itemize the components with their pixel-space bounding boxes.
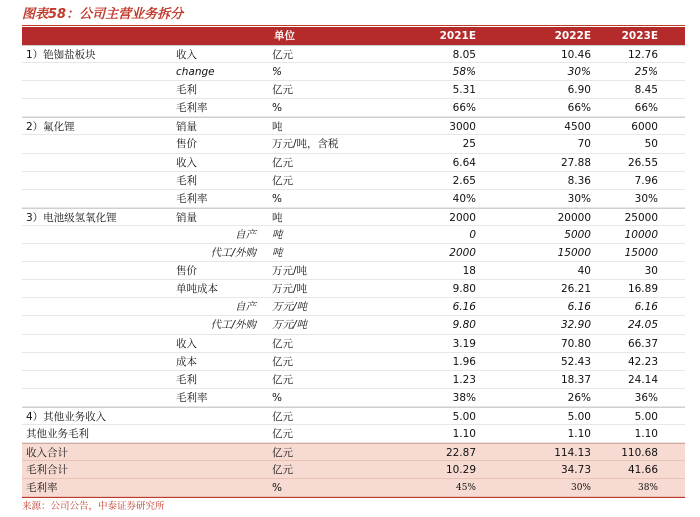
unit-cell: 亿元 xyxy=(272,447,293,460)
table-row xyxy=(22,172,685,190)
unit-cell: 亿元 xyxy=(272,156,293,169)
table-header xyxy=(22,27,685,45)
unit-cell: % xyxy=(272,391,282,404)
value-2023e-cell: 24.14 xyxy=(627,373,658,386)
table-row xyxy=(22,280,685,298)
value-2023e-cell: 30 xyxy=(644,265,658,278)
table-row xyxy=(22,63,685,81)
unit-cell: 亿元 xyxy=(272,427,293,440)
table-row xyxy=(22,389,685,407)
value-2023e-cell: 30% xyxy=(634,192,658,205)
value-2022e-cell: 15000 xyxy=(557,247,591,260)
table-body xyxy=(22,45,685,497)
item-cell: 毛利率 xyxy=(176,102,208,115)
segment-cell: 2）氟化锂 xyxy=(26,121,75,134)
value-2021e-cell: 3000 xyxy=(449,121,476,134)
item-cell: 代工/外购 xyxy=(210,247,256,260)
value-2022e-cell: 1.10 xyxy=(567,427,591,440)
value-2021e-cell: 2000 xyxy=(449,247,476,260)
value-2021e-cell: 2.65 xyxy=(452,174,476,187)
segment-cell: 1）铯铷盐板块 xyxy=(26,49,96,61)
value-2021e-cell: 5.31 xyxy=(452,84,476,97)
value-2021e-cell: 8.05 xyxy=(452,49,476,61)
value-2023e-cell: 25% xyxy=(634,66,658,79)
unit-cell: 万元/吨 xyxy=(272,301,308,314)
table-row xyxy=(22,99,685,117)
header-2021e: 2021E xyxy=(439,30,476,42)
unit-cell: 万元/吨 xyxy=(272,283,308,296)
item-cell: 成本 xyxy=(176,355,197,368)
item-cell: 毛利 xyxy=(176,174,197,187)
item-cell: 毛利 xyxy=(176,373,197,386)
value-2022e-cell: 30% xyxy=(567,66,591,79)
unit-cell: % xyxy=(272,192,282,205)
unit-cell: 亿元 xyxy=(272,355,293,368)
value-2021e-cell: 40% xyxy=(452,192,476,205)
value-2023e-cell: 66.37 xyxy=(627,337,658,350)
item-cell: change xyxy=(176,66,215,79)
value-2021e-cell: 10.29 xyxy=(445,464,476,477)
table-row xyxy=(22,316,685,334)
value-2022e-cell: 34.73 xyxy=(560,464,591,477)
value-2021e-cell: 1.96 xyxy=(452,355,476,368)
table-row xyxy=(22,443,685,461)
item-cell: 单吨成本 xyxy=(176,283,218,296)
unit-cell: % xyxy=(272,102,282,115)
unit-cell: 吨 xyxy=(272,247,283,260)
unit-cell: % xyxy=(272,66,282,79)
unit-cell: 亿元 xyxy=(272,410,293,423)
value-2022e-cell: 6.90 xyxy=(567,84,591,97)
segment-cell: 收入合计 xyxy=(26,447,68,460)
source-note: 来源：公司公告，中泰证券研究所 xyxy=(22,501,165,512)
unit-cell: 亿元 xyxy=(272,49,293,61)
value-2021e-cell: 1.10 xyxy=(452,427,476,440)
unit-cell: 万元/吨，含税 xyxy=(272,138,339,151)
value-2021e-cell: 2000 xyxy=(449,211,476,224)
value-2021e-cell: 6.64 xyxy=(452,156,476,169)
value-2021e-cell: 45% xyxy=(455,483,476,494)
unit-cell: % xyxy=(272,482,282,495)
table-row xyxy=(22,244,685,262)
source-rule xyxy=(22,497,685,498)
unit-cell: 亿元 xyxy=(272,373,293,386)
unit-cell: 吨 xyxy=(272,121,283,134)
value-2021e-cell: 58% xyxy=(452,66,476,79)
header-unit: 单位 xyxy=(274,30,295,42)
unit-cell: 亿元 xyxy=(272,464,293,477)
table-row xyxy=(22,208,685,226)
value-2021e-cell: 66% xyxy=(452,102,476,115)
item-cell: 收入 xyxy=(176,49,197,61)
value-2022e-cell: 4500 xyxy=(564,121,591,134)
unit-cell: 亿元 xyxy=(272,337,293,350)
item-cell: 售价 xyxy=(176,138,197,151)
unit-cell: 吨 xyxy=(272,228,283,241)
value-2022e-cell: 30% xyxy=(570,483,591,494)
value-2023e-cell: 10000 xyxy=(624,228,658,241)
table-row xyxy=(22,425,685,443)
header-2022e: 2022E xyxy=(554,30,591,42)
value-2023e-cell: 25000 xyxy=(624,211,658,224)
value-2022e-cell: 114.13 xyxy=(554,447,591,460)
value-2023e-cell: 66% xyxy=(634,102,658,115)
value-2022e-cell: 5000 xyxy=(564,228,591,241)
value-2022e-cell: 26% xyxy=(567,391,591,404)
item-cell: 售价 xyxy=(176,265,197,278)
table-row xyxy=(22,135,685,153)
value-2022e-cell: 20000 xyxy=(557,211,591,224)
value-2022e-cell: 66% xyxy=(567,102,591,115)
value-2023e-cell: 1.10 xyxy=(634,427,658,440)
table-row xyxy=(22,353,685,371)
item-cell: 毛利率 xyxy=(176,192,208,205)
value-2022e-cell: 70 xyxy=(577,138,591,151)
value-2022e-cell: 27.88 xyxy=(560,156,591,169)
value-2023e-cell: 15000 xyxy=(624,247,658,260)
value-2023e-cell: 42.23 xyxy=(627,355,658,368)
value-2023e-cell: 6.16 xyxy=(634,301,658,314)
item-cell: 自产 xyxy=(235,228,256,241)
item-cell: 代工/外购 xyxy=(210,319,256,332)
table-row xyxy=(22,154,685,172)
unit-cell: 亿元 xyxy=(272,84,293,97)
item-cell: 收入 xyxy=(176,156,197,169)
title-rule xyxy=(22,25,685,26)
item-cell: 毛利 xyxy=(176,84,197,97)
value-2023e-cell: 50 xyxy=(644,138,658,151)
unit-cell: 万元/吨 xyxy=(272,265,308,278)
value-2023e-cell: 36% xyxy=(634,391,658,404)
value-2023e-cell: 16.89 xyxy=(627,283,658,296)
value-2021e-cell: 9.80 xyxy=(452,319,476,332)
value-2022e-cell: 52.43 xyxy=(560,355,591,368)
value-2021e-cell: 22.87 xyxy=(445,447,476,460)
value-2022e-cell: 10.46 xyxy=(560,49,591,61)
value-2022e-cell: 32.90 xyxy=(560,319,591,332)
table-row xyxy=(22,371,685,389)
segment-cell: 其他业务毛利 xyxy=(26,427,89,440)
unit-cell: 吨 xyxy=(272,211,283,224)
table-row xyxy=(22,407,685,425)
value-2021e-cell: 0 xyxy=(469,228,476,241)
table-row xyxy=(22,190,685,208)
value-2023e-cell: 7.96 xyxy=(634,174,658,187)
value-2021e-cell: 25 xyxy=(462,138,476,151)
item-cell: 销量 xyxy=(176,211,197,224)
table-row xyxy=(22,461,685,479)
item-cell: 收入 xyxy=(176,337,197,350)
value-2023e-cell: 6000 xyxy=(631,121,658,134)
value-2021e-cell: 3.19 xyxy=(452,337,476,350)
table-row xyxy=(22,117,685,135)
header-2023e: 2023E xyxy=(621,30,658,42)
value-2021e-cell: 1.23 xyxy=(452,373,476,386)
item-cell: 销量 xyxy=(176,121,197,134)
value-2022e-cell: 70.80 xyxy=(560,337,591,350)
table-row xyxy=(22,262,685,280)
value-2022e-cell: 5.00 xyxy=(567,410,591,423)
table-row xyxy=(22,226,685,244)
value-2023e-cell: 5.00 xyxy=(634,410,658,423)
value-2023e-cell: 110.68 xyxy=(621,447,658,460)
value-2023e-cell: 24.05 xyxy=(627,319,658,332)
value-2021e-cell: 6.16 xyxy=(452,301,476,314)
value-2023e-cell: 12.76 xyxy=(627,49,658,61)
value-2021e-cell: 9.80 xyxy=(452,283,476,296)
table-row xyxy=(22,81,685,99)
value-2021e-cell: 38% xyxy=(452,391,476,404)
value-2022e-cell: 6.16 xyxy=(567,301,591,314)
segment-cell: 毛利率 xyxy=(26,482,58,495)
value-2022e-cell: 40 xyxy=(577,265,591,278)
value-2023e-cell: 26.55 xyxy=(627,156,658,169)
value-2023e-cell: 41.66 xyxy=(627,464,658,477)
value-2023e-cell: 38% xyxy=(637,483,658,494)
unit-cell: 亿元 xyxy=(272,174,293,187)
item-cell: 自产 xyxy=(235,301,256,314)
value-2021e-cell: 5.00 xyxy=(452,410,476,423)
value-2022e-cell: 18.37 xyxy=(560,373,591,386)
value-2023e-cell: 8.45 xyxy=(634,84,658,97)
value-2021e-cell: 18 xyxy=(462,265,476,278)
value-2022e-cell: 8.36 xyxy=(567,174,591,187)
value-2022e-cell: 26.21 xyxy=(560,283,591,296)
segment-cell: 3）电池级氢氧化锂 xyxy=(26,211,117,224)
table-row xyxy=(22,479,685,497)
figure-title: 图表58：公司主营业务拆分 xyxy=(22,7,184,22)
unit-cell: 万元/吨 xyxy=(272,319,308,332)
table-row xyxy=(22,45,685,63)
item-cell: 毛利率 xyxy=(176,391,208,404)
segment-cell: 4）其他业务收入 xyxy=(26,410,107,423)
table-row xyxy=(22,335,685,353)
segment-cell: 毛利合计 xyxy=(26,464,68,477)
value-2022e-cell: 30% xyxy=(567,192,591,205)
table-row xyxy=(22,298,685,316)
